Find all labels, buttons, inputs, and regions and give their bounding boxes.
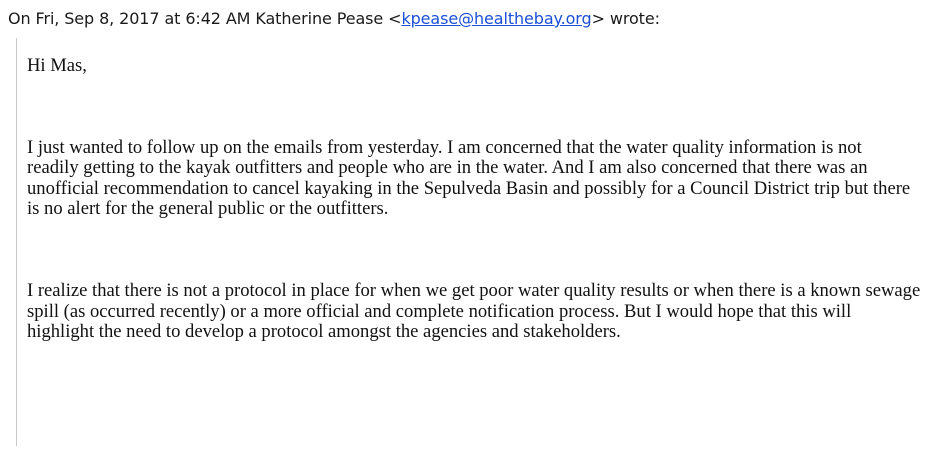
quote-bar xyxy=(16,38,17,446)
paragraph-2: I realize that there is not a protocol in place for when we get poor water quality results or when there is a known sewage spill (as occurred recently) or a more official and complete notification process. But I would hope that this will highlight the need to develop a protocol amongst the agencies and stakeholders. xyxy=(27,279,921,343)
greeting: Hi Mas, xyxy=(27,55,87,76)
quote-attribution-line xyxy=(8,9,660,28)
sender-email-link[interactable]: kpease@healthebay.org xyxy=(401,9,592,28)
paragraph-1: I just wanted to follow up on the emails from yesterday. I am concerned that the water quality information is not readily getting to the kayak outfitters and people who are in the water. And I am also concerned that there was an unofficial recommendation to cancel kayaking in the Sepulveda Basin and possibly for a Council District trip but there is no alert for the general public or the outfitters. xyxy=(27,136,911,220)
attribution-prefix: On Fri, Sep 8, 2017 at 6:42 AM Katherine Pease < xyxy=(8,9,402,28)
attribution-suffix: > wrote: xyxy=(591,9,660,28)
quoted-message-body xyxy=(27,56,922,343)
